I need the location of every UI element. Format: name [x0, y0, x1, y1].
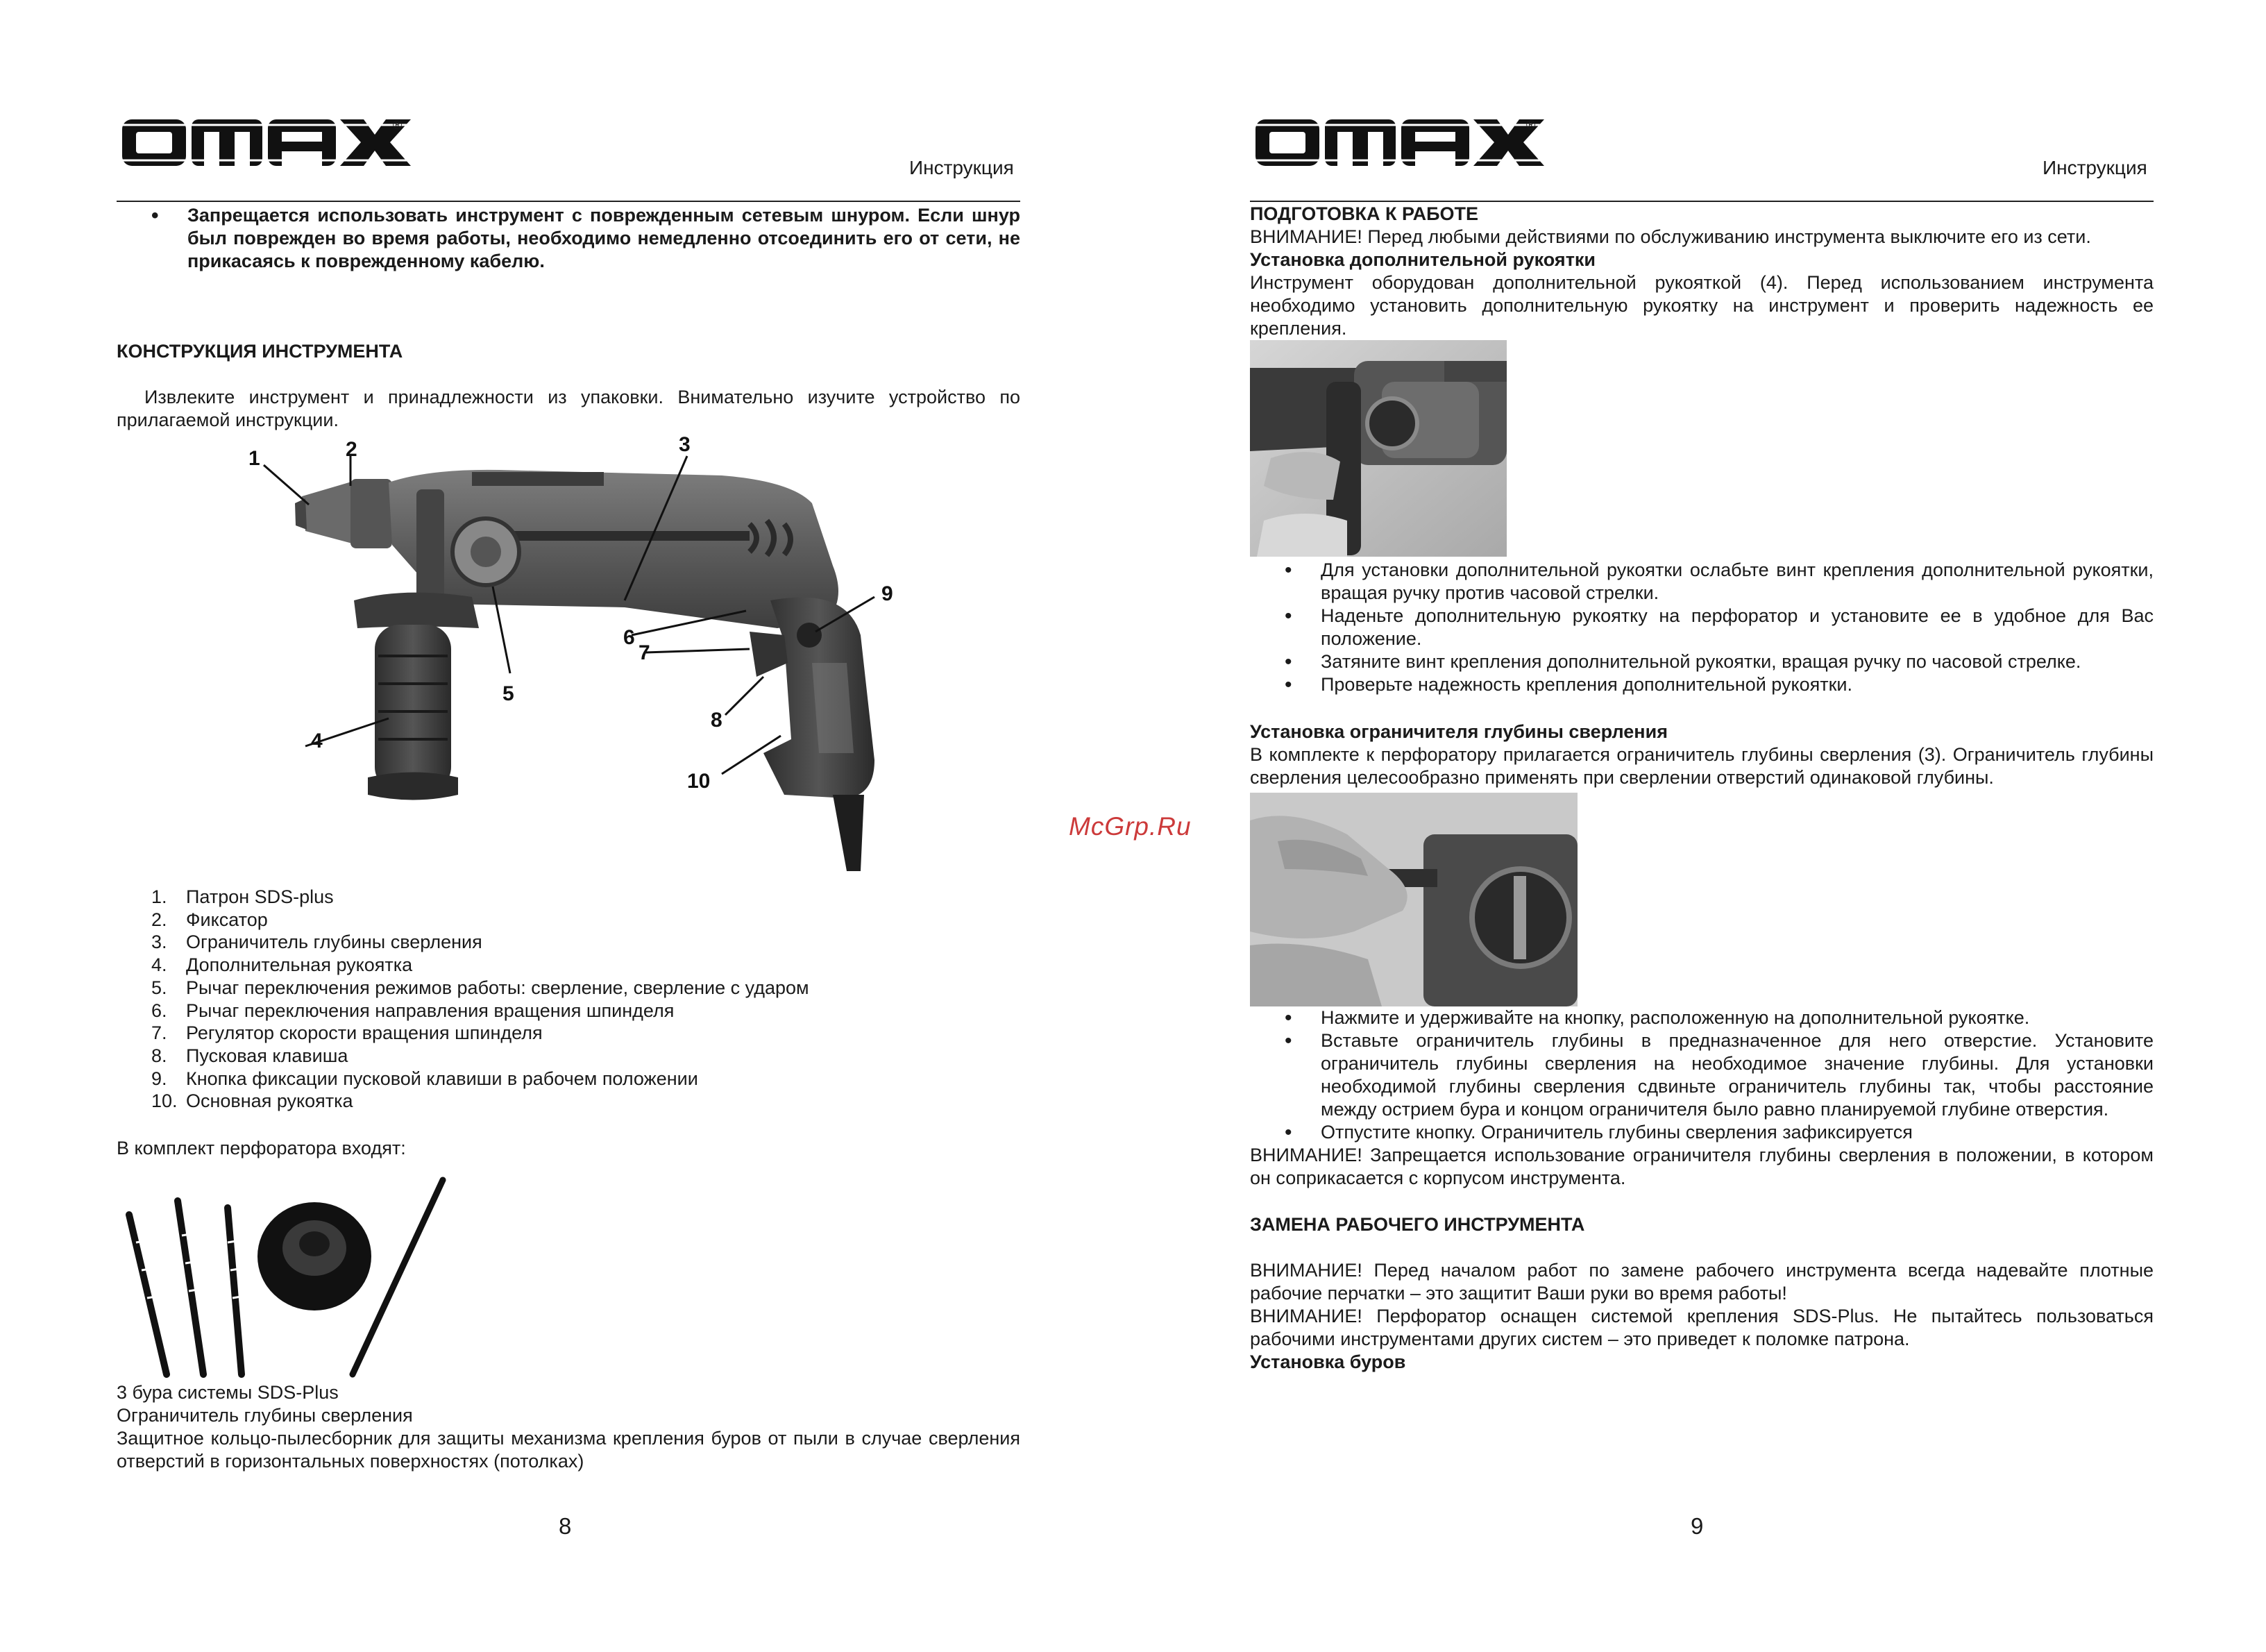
watermark-text: McGrp.Ru — [1069, 812, 1192, 841]
list-item: 6. Рычаг переключения направления вращения шпинделя — [151, 1000, 675, 1021]
list-item: 1. Патрон SDS-plus — [151, 886, 334, 907]
kit-item-dust-ring: Защитное кольцо-пылесборник для защиты механизма крепления буров от пыли в случае сверления отверстий в горизонтальных поверхностях (потолках) — [117, 1428, 1020, 1472]
warning-bullet: • Запрещается использовать инструмент с поврежденным сетевым шнуром. Если шнур был поврежден во время работы, необходимо немедленно отсоединить его от сети, не прикасаясь к поврежденному кабелю. — [118, 204, 1020, 273]
subsection-title-side-handle: Установка дополнительной рукоятки — [1250, 249, 1596, 270]
list-item: 3. Ограничитель глубины сверления — [151, 932, 482, 953]
callout-1: 1 — [248, 447, 260, 470]
list-item: • Затяните винт крепления дополнительной рукоятки, вращая ручку по часовой стрелке. — [1251, 650, 2154, 673]
photo-depth-stop-install — [1250, 793, 1578, 1006]
list-item: 7. Регулятор скорости вращения шпинделя — [151, 1022, 543, 1044]
header-divider — [1250, 201, 2154, 202]
sds-chuck — [295, 479, 392, 548]
callout-4: 4 — [311, 730, 323, 752]
warning-sds-plus: ВНИМАНИЕ! Перфоратор оснащен системой крепления SDS-Plus. Не пытайтесь пользоваться рабочими инструментами других систем – это приведет к поломке патрона. — [1250, 1306, 2154, 1349]
warning-gloves: ВНИМАНИЕ! Перед началом работ по замене рабочего инструмента всегда надевайте плотные рабочие перчатки – это защитит Ваши руки во время работы! — [1250, 1260, 2154, 1304]
kit-illustration — [117, 1166, 457, 1381]
callout-5: 5 — [502, 682, 514, 705]
list-item: • Проверьте надежность крепления дополнительной рукоятки. — [1251, 673, 2154, 696]
page-9 — [1133, 0, 2266, 1652]
list-item: 9. Кнопка фиксации пусковой клавиши в рабочем положении — [151, 1068, 698, 1089]
list-item: 2. Фиксатор — [151, 909, 268, 930]
section-title-tool-change: ЗАМЕНА РАБОЧЕГО ИНСТРУМЕНТА — [1250, 1214, 1585, 1235]
registered-mark: ® — [1526, 118, 1536, 132]
list-item: • Отпустите кнопку. Ограничитель глубины сверления зафиксируется — [1251, 1121, 2154, 1144]
callout-9: 9 — [881, 582, 893, 605]
omax-logo — [1253, 117, 1548, 169]
depth-stop-steps — [1251, 1006, 2154, 1144]
list-item: 5. Рычаг переключения режимов работы: сверление, сверление с ударом — [151, 977, 809, 998]
kit-item-bits: 3 бура системы SDS-Plus — [117, 1382, 339, 1403]
lock-button — [797, 623, 822, 648]
list-item: 10. Основная рукоятка — [151, 1090, 353, 1112]
subsection-title-bits: Установка буров — [1250, 1351, 1406, 1372]
callout-2: 2 — [346, 438, 357, 461]
list-item: 4. Дополнительная рукоятка — [151, 954, 413, 976]
list-item: • Вставьте ограничитель глубины в предназначенное для него отверстие. Установите ограничитель глубины сверления на необходимое значение глубины. Для установки необходимой глубины сверления сдвиньте ограничитель глубины так, чтобы расстояние между острием бура и концом ограничителя было равно планируемой глубине отверстия. — [1251, 1029, 2154, 1121]
dust-cup — [257, 1202, 371, 1310]
list-item: • Нажмите и удерживайте на кнопку, расположенную на дополнительной рукоятке. — [1251, 1006, 2154, 1029]
subsection-title-depth-stop: Установка ограничителя глубины сверления — [1250, 721, 1668, 742]
depth-gauge-rod — [514, 531, 750, 541]
page-number: 9 — [1691, 1513, 1704, 1539]
callout-3: 3 — [679, 433, 691, 456]
callout-7: 7 — [639, 641, 650, 664]
warning-bullet-list — [118, 204, 1020, 273]
list-item: • Наденьте дополнительную рукоятку на перфоратор и установите ее в удобное для Вас положение. — [1251, 605, 2154, 650]
power-cord — [833, 795, 864, 871]
depth-stop-paragraph: В комплекте к перфоратору прилагается ограничитель глубины сверления (3). Ограничитель глубины сверления целесообразно применять при сверлении отверстий одинаковой глубины. — [1250, 744, 2154, 788]
warning-depth-stop: ВНИМАНИЕ! Запрещается использование ограничителя глубины сверления в положении, в котором он соприкасается с корпусом инструмента. — [1250, 1145, 2154, 1188]
callout-8: 8 — [711, 709, 722, 732]
side-handle-steps — [1251, 559, 2154, 696]
kit-item-depth-stop: Ограничитель глубины сверления — [117, 1405, 413, 1426]
callout-6: 6 — [623, 626, 635, 649]
callout-10: 10 — [687, 770, 711, 793]
page-number: 8 — [559, 1513, 572, 1539]
parts-list — [118, 886, 1020, 1113]
drill-bits — [129, 1201, 242, 1374]
section-title-preparation: ПОДГОТОВКА К РАБОТЕ — [1250, 203, 1479, 224]
omax-logo — [119, 117, 414, 169]
side-handle-paragraph: Инструмент оборудован дополнительной рукояткой (4). Перед использованием инструмента необходимо установить дополнительную рукоятку на инструмент и проверить надежность ее крепления. — [1250, 272, 2154, 339]
list-item: 8. Пусковая клавиша — [151, 1045, 348, 1066]
header-label: Инструкция — [2043, 157, 2147, 178]
trigger — [750, 632, 788, 677]
kit-title: В комплект перфоратора входят: — [117, 1138, 406, 1158]
warning-service: ВНИМАНИЕ! Перед любыми действиями по обслуживанию инструмента выключите его из сети. — [1250, 226, 2091, 247]
registered-mark: ® — [393, 118, 403, 132]
list-item: • Для установки дополнительной рукоятки ослабьте винт крепления дополнительной рукоятки, вращая ручку против часовой стрелки. — [1251, 559, 2154, 605]
intro-paragraph: Извлеките инструмент и принадлежности из упаковки. Внимательно изучите устройство по прилагаемой инструкции. — [117, 387, 1020, 430]
header-divider — [117, 201, 1020, 202]
header-label: Инструкция — [909, 157, 1014, 178]
section-title-construction: КОНСТРУКЦИЯ ИНСТРУМЕНТА — [117, 341, 403, 362]
hammer-drill-diagram — [236, 427, 916, 885]
photo-side-handle-install — [1250, 340, 1507, 557]
